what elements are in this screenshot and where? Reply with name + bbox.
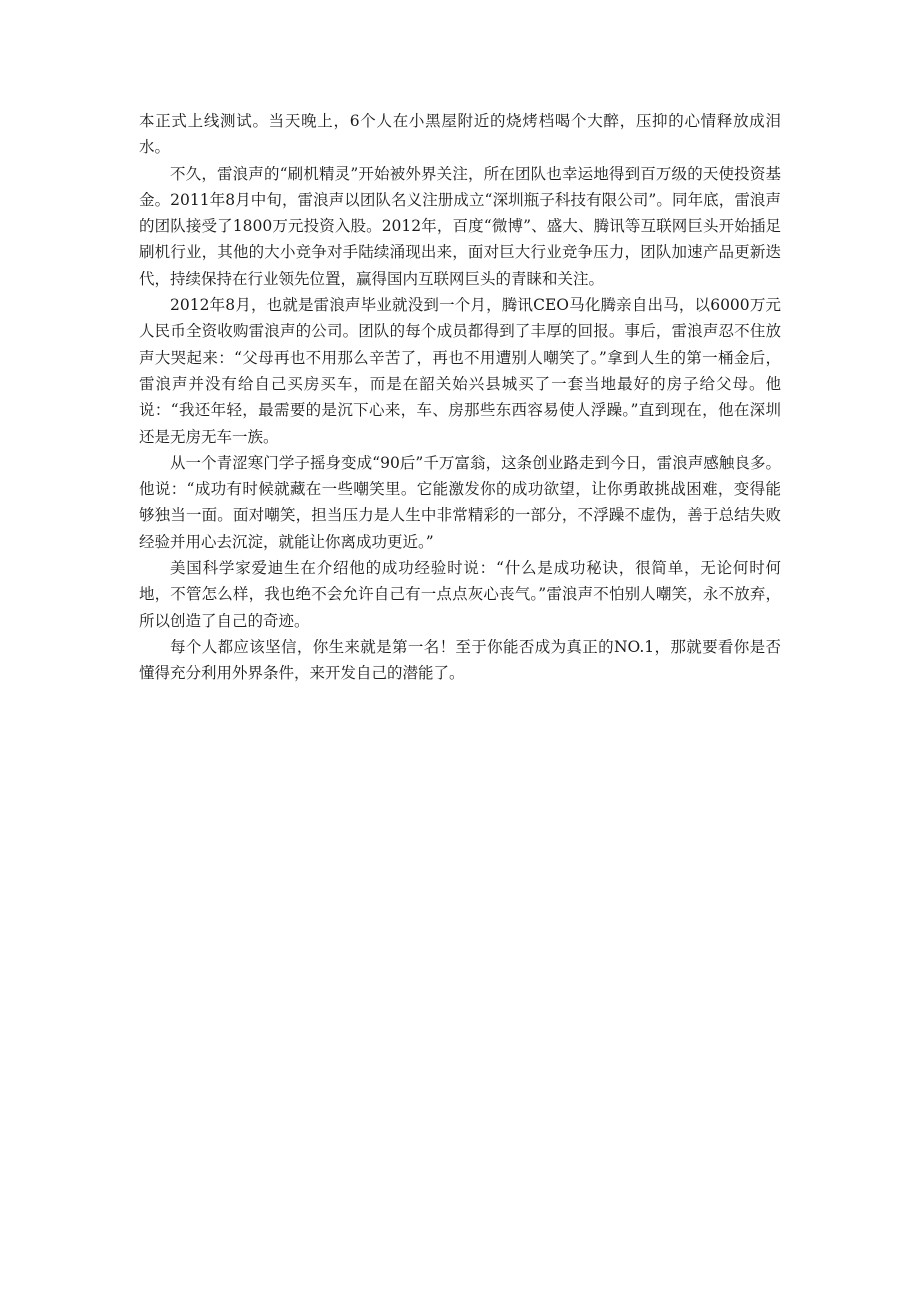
paragraph-6: 每个人都应该坚信，你生来就是第一名！至于你能否成为真正的NO.1，那就要看你是否懂得充分利用外界条件，来开发自己的潜能了。 — [139, 637, 781, 683]
paragraph-5: 美国科学家爱迪生在介绍他的成功经验时说：“什么是成功秘诀，很简单，无论何时何地，不管怎么样，我也绝不会允许自己有一点点灰心丧气。”雷浪声不怕别人嘲笑，永不放弃，所以创造了自己的奇迹。 — [139, 559, 781, 630]
paragraph-2: 不久，雷浪声的“刷机精灵”开始被外界关注，所在团队也幸运地得到百万级的天使投资基金。2011年8月中旬，雷浪声以团队名义注册成立“深圳瓶子科技有限公司”。同年底，雷浪声的团队接受了1800万元投资入股。2012年，百度“微博”、盛大、腾讯等互联网巨头开始插足刷机行业，其他的大小竞争对手陆续涌现出来，面对巨大行业竞争压力，团队加速产品更新迭代，持续保持在行业领先位置，赢得国内互联网巨头的青睐和关注。 — [139, 164, 781, 288]
document-page — [139, 108, 781, 687]
paragraph-3: 2012年8月，也就是雷浪声毕业就没到一个月，腾讯CEO马化腾亲自出马，以6000万元人民币全资收购雷浪声的公司。团队的每个成员都得到了丰厚的回报。事后，雷浪声忍不住放声大哭起来：“父母再也不用那么辛苦了，再也不用遭别人嘲笑了。”拿到人生的第一桶金后，雷浪声并没有给自己买房买车，而是在韶关始兴县城买了一套当地最好的房子给父母。他说：“我还年轻，最需要的是沉下心来，车、房那些东西容易使人浮躁。”直到现在，他在深圳还是无房无车一族。 — [139, 296, 781, 446]
paragraph-4: 从一个青涩寒门学子摇身变成“90后”千万富翁，这条创业路走到今日，雷浪声感触良多。他说：“成功有时候就藏在一些嘲笑里。它能激发你的成功欲望，让你勇敢挑战困难，变得能够独当一面。面对嘲笑，担当压力是人生中非常精彩的一部分，不浮躁不虚伪，善于总结失败经验并用心去沉淀，就能让你离成功更近。” — [139, 453, 781, 551]
paragraph-1: 本正式上线测试。当天晚上，6个人在小黑屋附近的烧烤档喝个大醉，压抑的心情释放成泪水。 — [139, 112, 781, 157]
